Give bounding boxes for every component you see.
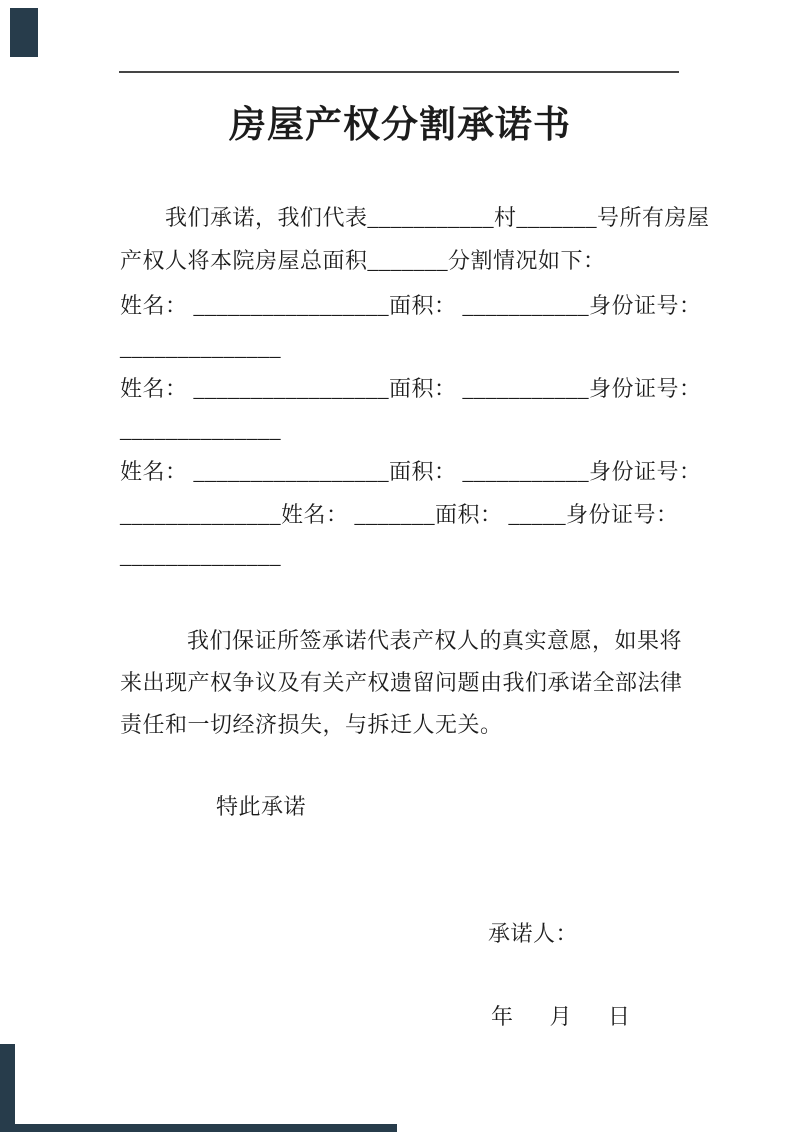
date-day-label: 日 bbox=[608, 1004, 631, 1029]
owner-entry-4-continuation-blank: ______________ bbox=[120, 543, 281, 568]
closing-statement: 特此承诺 bbox=[216, 794, 307, 819]
owner-entry-1-continuation-blank: ______________ bbox=[120, 335, 281, 360]
page-edge-mark-bottom bbox=[0, 1124, 397, 1132]
intro-line-1: 我们承诺，我们代表___________村_______号所有房屋 bbox=[165, 205, 710, 230]
date-month-label: 月 bbox=[549, 1004, 573, 1029]
owner-entry-4-inline: ______________姓名： _______面积： _____身份证号： bbox=[120, 502, 679, 527]
document-title: 房屋产权分割承诺书 bbox=[229, 105, 571, 146]
owner-entry-2-continuation-blank: ______________ bbox=[120, 417, 281, 442]
owner-entry-2-main: 姓名： _________________面积： ___________身份证号： bbox=[120, 376, 702, 401]
owner-entry-3-main: 姓名： _________________面积： ___________身份证号： bbox=[120, 459, 702, 484]
signature-label: 承诺人： bbox=[488, 921, 579, 946]
title-divider-rule bbox=[119, 71, 679, 73]
owner-entry-1-main: 姓名： _________________面积： ___________身份证号： bbox=[120, 293, 702, 318]
date-line bbox=[491, 1002, 631, 1032]
pledge-line-3: 责任和一切经济损失，与拆迁人无关。 bbox=[120, 712, 503, 737]
page-edge-mark-top-left bbox=[10, 8, 38, 57]
page-edge-mark-left-bottom bbox=[0, 1044, 15, 1132]
pledge-line-2: 来出现产权争议及有关产权遗留问题由我们承诺全部法律 bbox=[120, 670, 683, 695]
pledge-line-1: 我们保证所签承诺代表产权人的真实意愿，如果将 bbox=[187, 628, 683, 653]
intro-line-2: 产权人将本院房屋总面积_______分割情况如下： bbox=[120, 248, 606, 273]
date-year-label: 年 bbox=[491, 1004, 514, 1029]
